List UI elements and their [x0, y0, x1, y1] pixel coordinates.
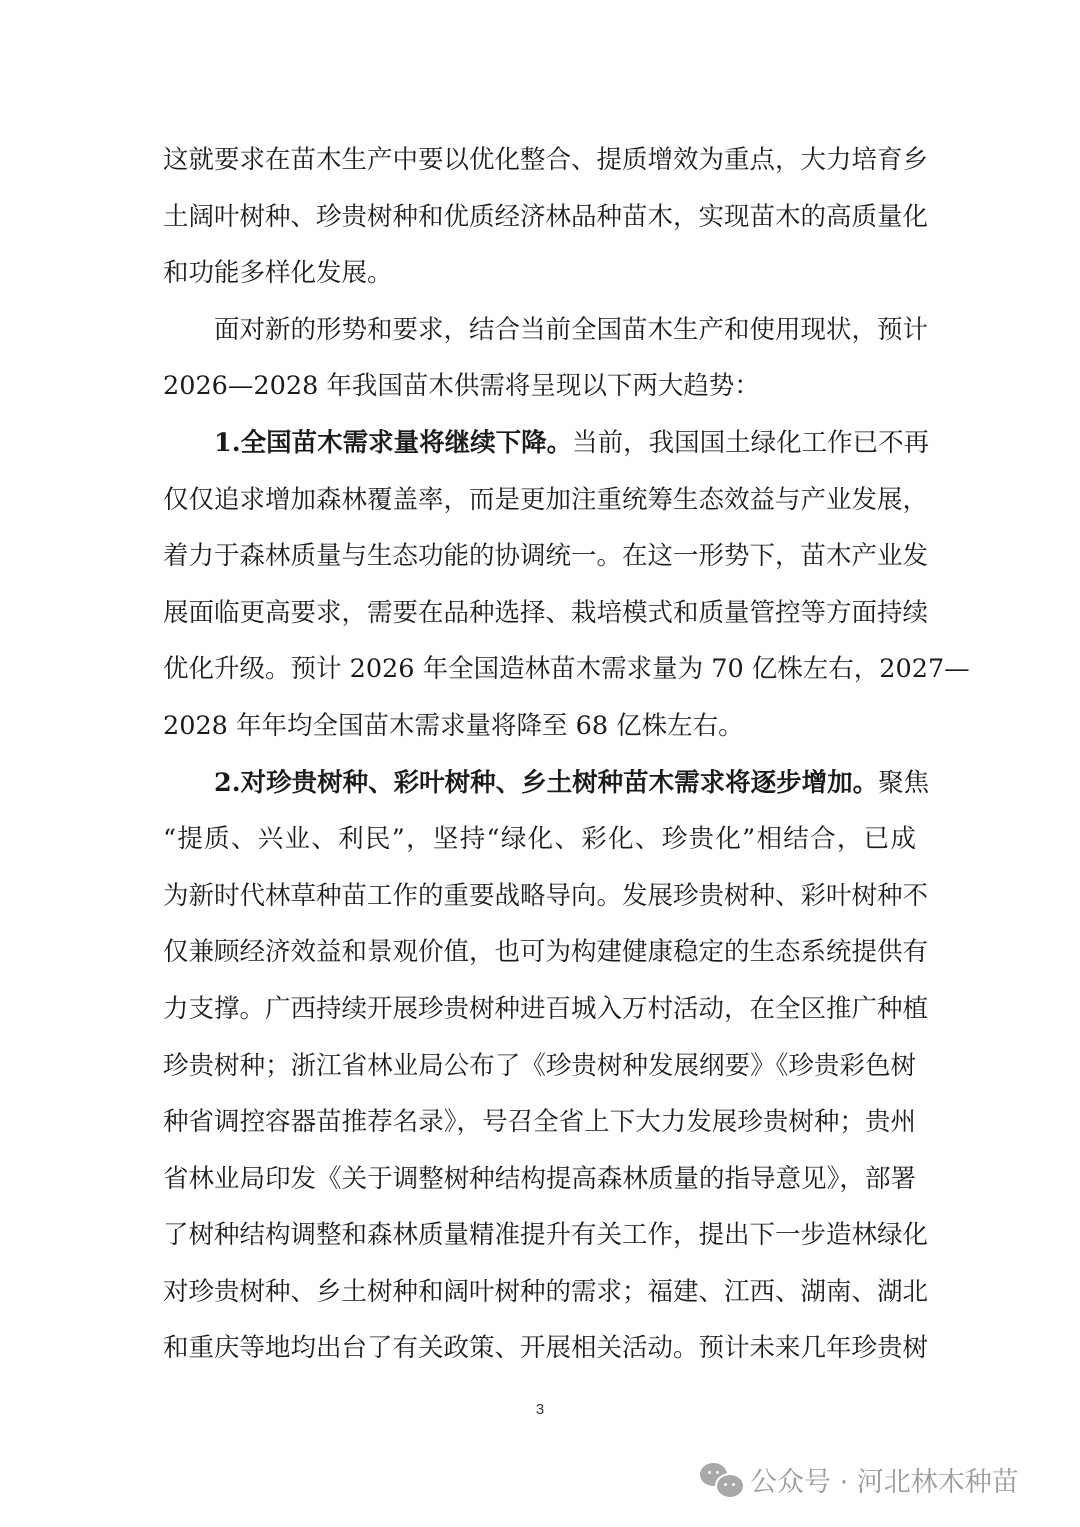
text-line: 省林业局印发《关于调整树种结构提高森林质量的指导意见》，部署 [163, 1163, 916, 1194]
wechat-icon [700, 1463, 742, 1497]
text-line: 对珍贵树种、乡土树种和阔叶树种的需求；福建、江西、湖南、湖北 [163, 1276, 929, 1307]
text-line: 面对新的形势和要求，结合当前全国苗木生产和使用现状，预计 [214, 314, 929, 345]
trend-1-heading: 1.全国苗木需求量将继续下降。 [214, 427, 573, 458]
wechat-bubble-small [715, 1473, 745, 1499]
text-span: 聚焦 [878, 767, 930, 798]
text-line: 着力于森林质量与生态功能的协调统一。在这一形势下，苗木产业发 [163, 541, 929, 572]
text-line: “提质、兴业、利民”，坚持“绿化、彩化、珍贵化”相结合，已成 [163, 824, 916, 855]
watermark-label: 公众号 · 河北林木种苗 [750, 1467, 1019, 1498]
text-line: 珍贵树种；浙江省林业局公布了《珍贵树种发展纲要》《珍贵彩色树 [163, 1050, 916, 1081]
text-line: 和功能多样化发展。 [163, 258, 393, 289]
document-body [163, 134, 970, 1379]
text-line: 这就要求在苗木生产中要以优化整合、提质增效为重点，大力培育乡 [163, 145, 929, 175]
text-line: 为新时代林草种苗工作的重要战略导向。发展珍贵树种、彩叶树种不 [163, 880, 929, 911]
text-line: 展面临更高要求，需要在品种选择、栽培模式和质量管控等方面持续 [163, 597, 929, 628]
text-line: 2026—2028 年我国苗木供需将呈现以下两大趋势： [163, 371, 760, 402]
text-line: 仅仅追求增加森林覆盖率，而是更加注重统筹生态效益与产业发展， [163, 484, 929, 515]
text-line: 土阔叶树种、珍贵树种和优质经济林品种苗木，实现苗木的高质量化 [163, 201, 929, 232]
page-number: 3 [535, 1401, 545, 1418]
trend-2-first-line [163, 757, 930, 814]
wechat-watermark [700, 1460, 1019, 1499]
text-line: 2028 年年均全国苗木需求量将降至 68 亿株左右。 [163, 710, 744, 741]
trend-2-heading: 2.对珍贵树种、彩叶树种、乡土树种苗木需求将逐步增加。 [214, 767, 879, 798]
text-line: 仅兼顾经济效益和景观价值，也可为构建健康稳定的生态系统提供有 [163, 937, 929, 968]
text-line: 力支撑。广西持续开展珍贵树种进百城入万村活动，在全区推广种植 [163, 993, 929, 1024]
text-line: 种省调控容器苗推荐名录》，号召全省上下大力发展珍贵树种；贵州 [163, 1107, 916, 1138]
text-line: 了树种结构调整和森林质量精准提升有关工作，提出下一步造林绿化 [163, 1220, 929, 1251]
text-span: 当前，我国国土绿化工作已不再 [572, 427, 930, 458]
text-line: 优化升级。预计 2026 年全国造林苗木需求量为 70 亿株左右，2027— [163, 654, 970, 685]
trend-1-first-line [163, 417, 930, 474]
text-line: 和重庆等地均出台了有关政策、开展相关活动。预计未来几年珍贵树 [163, 1333, 929, 1364]
